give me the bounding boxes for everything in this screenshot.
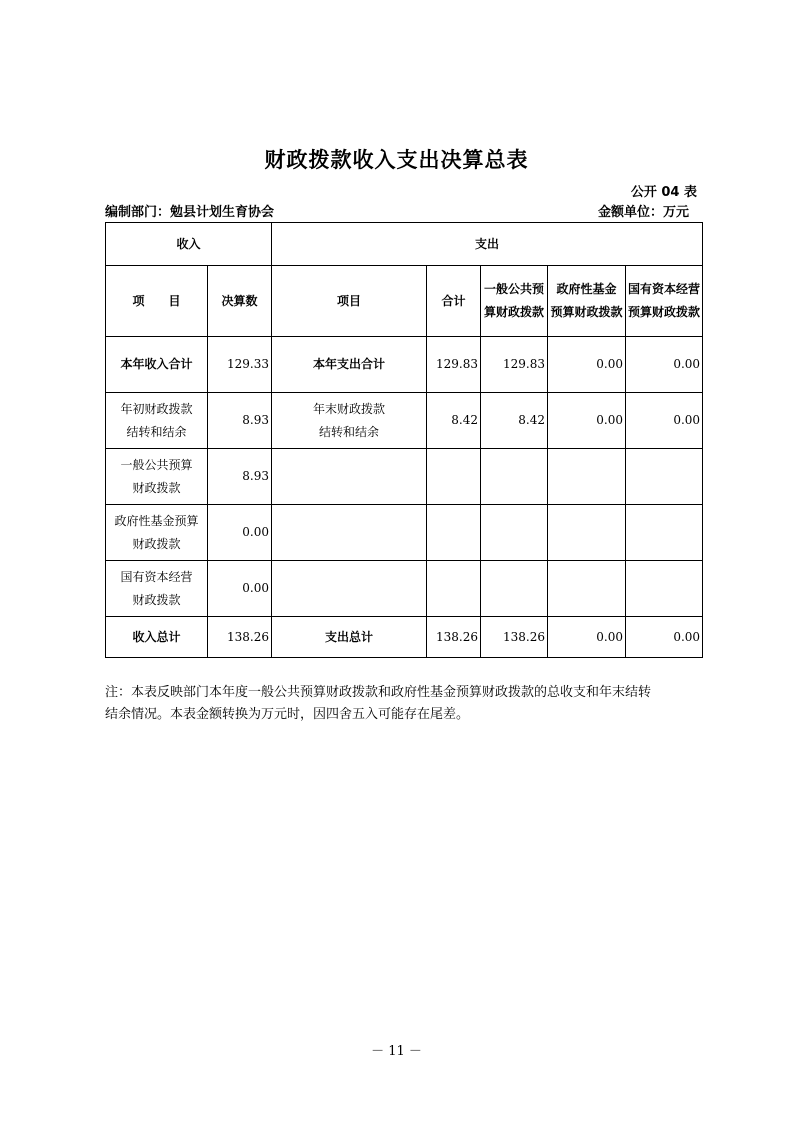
row-value: 129.83 xyxy=(481,337,548,393)
state-capital-header xyxy=(626,266,703,337)
row-label: 本年支出合计 xyxy=(272,337,427,393)
row-label-line1: 年末财政拨款 xyxy=(313,401,386,416)
row-label-line2: 结转和结余 xyxy=(319,424,380,439)
row-label xyxy=(106,561,208,617)
general-budget-header xyxy=(481,266,548,337)
row-label-line1: 政府性基金预算 xyxy=(114,513,199,528)
empty-cell xyxy=(626,505,703,561)
row-value: 129.33 xyxy=(208,337,272,393)
row-value: 0.00 xyxy=(208,505,272,561)
row-value: 0.00 xyxy=(548,337,626,393)
empty-cell xyxy=(481,449,548,505)
row-value: 138.26 xyxy=(481,617,548,658)
row-label-line1: 年初财政拨款 xyxy=(120,401,193,416)
state-capital-header-line2: 预算财政拨款 xyxy=(628,305,701,319)
general-budget-header-line1: 一般公共预 xyxy=(484,282,545,296)
expense-item-header: 项目 xyxy=(272,266,427,337)
table-row xyxy=(106,393,703,449)
empty-cell xyxy=(548,505,626,561)
gov-fund-header-line2: 预算财政拨款 xyxy=(550,305,623,319)
unit-label: 金额单位：万元 xyxy=(597,205,689,220)
income-amount-header: 决算数 xyxy=(208,266,272,337)
row-label-line1: 国有资本经营 xyxy=(120,569,193,584)
income-header: 收入 xyxy=(106,223,272,266)
row-label: 支出总计 xyxy=(272,617,427,658)
table-row xyxy=(106,505,703,561)
row-label xyxy=(272,393,427,449)
row-label-line2: 财政拨款 xyxy=(132,480,181,495)
row-value: 0.00 xyxy=(208,561,272,617)
empty-cell xyxy=(272,505,427,561)
row-value: 8.42 xyxy=(427,393,481,449)
empty-cell xyxy=(272,449,427,505)
footnote-line1: 注：本表反映部门本年度一般公共预算财政拨款和政府性基金预算财政拨款的总收支和年末结转 xyxy=(105,685,652,700)
row-label xyxy=(106,393,208,449)
row-label xyxy=(106,449,208,505)
row-value: 0.00 xyxy=(548,617,626,658)
row-value: 0.00 xyxy=(626,393,703,449)
empty-cell xyxy=(481,561,548,617)
footnote-line2: 结余情况。本表金额转换为万元时，因四舍五入可能存在尾差。 xyxy=(105,707,470,722)
row-label-line2: 结转和结余 xyxy=(126,424,187,439)
row-value: 8.93 xyxy=(208,393,272,449)
income-item-header: 项 目 xyxy=(106,266,208,337)
page-title: 财政拨款收入支出决算总表 xyxy=(264,148,529,172)
empty-cell xyxy=(548,561,626,617)
expense-header: 支出 xyxy=(272,223,703,266)
general-budget-header-line2: 算财政拨款 xyxy=(484,305,545,319)
empty-cell xyxy=(481,505,548,561)
row-label-line1: 一般公共预算 xyxy=(120,457,193,472)
empty-cell xyxy=(626,449,703,505)
footnote xyxy=(105,682,705,726)
gov-fund-header-line1: 政府性基金 xyxy=(556,282,617,296)
row-label-line2: 财政拨款 xyxy=(132,536,181,551)
department-label: 编制部门：勉县计划生育协会 xyxy=(105,205,275,220)
row-label: 收入总计 xyxy=(106,617,208,658)
row-label-line2: 财政拨款 xyxy=(132,592,181,607)
row-value: 0.00 xyxy=(626,617,703,658)
row-value: 138.26 xyxy=(208,617,272,658)
row-label: 本年收入合计 xyxy=(106,337,208,393)
appropriation-table xyxy=(105,222,703,658)
row-value: 138.26 xyxy=(427,617,481,658)
row-value: 0.00 xyxy=(626,337,703,393)
empty-cell xyxy=(626,561,703,617)
empty-cell xyxy=(427,449,481,505)
empty-cell xyxy=(427,561,481,617)
empty-cell xyxy=(427,505,481,561)
empty-cell xyxy=(272,561,427,617)
table-row xyxy=(106,449,703,505)
row-label xyxy=(106,505,208,561)
table-row xyxy=(106,337,703,393)
total-header: 合计 xyxy=(427,266,481,337)
row-value: 129.83 xyxy=(427,337,481,393)
empty-cell xyxy=(548,449,626,505)
table-row xyxy=(106,561,703,617)
table-row xyxy=(106,617,703,658)
state-capital-header-line1: 国有资本经营 xyxy=(628,282,701,296)
gov-fund-header xyxy=(548,266,626,337)
row-value: 0.00 xyxy=(548,393,626,449)
form-number: 公开 04 表 xyxy=(630,185,697,200)
page-number: － 11 － xyxy=(371,1044,422,1059)
row-value: 8.93 xyxy=(208,449,272,505)
row-value: 8.42 xyxy=(481,393,548,449)
